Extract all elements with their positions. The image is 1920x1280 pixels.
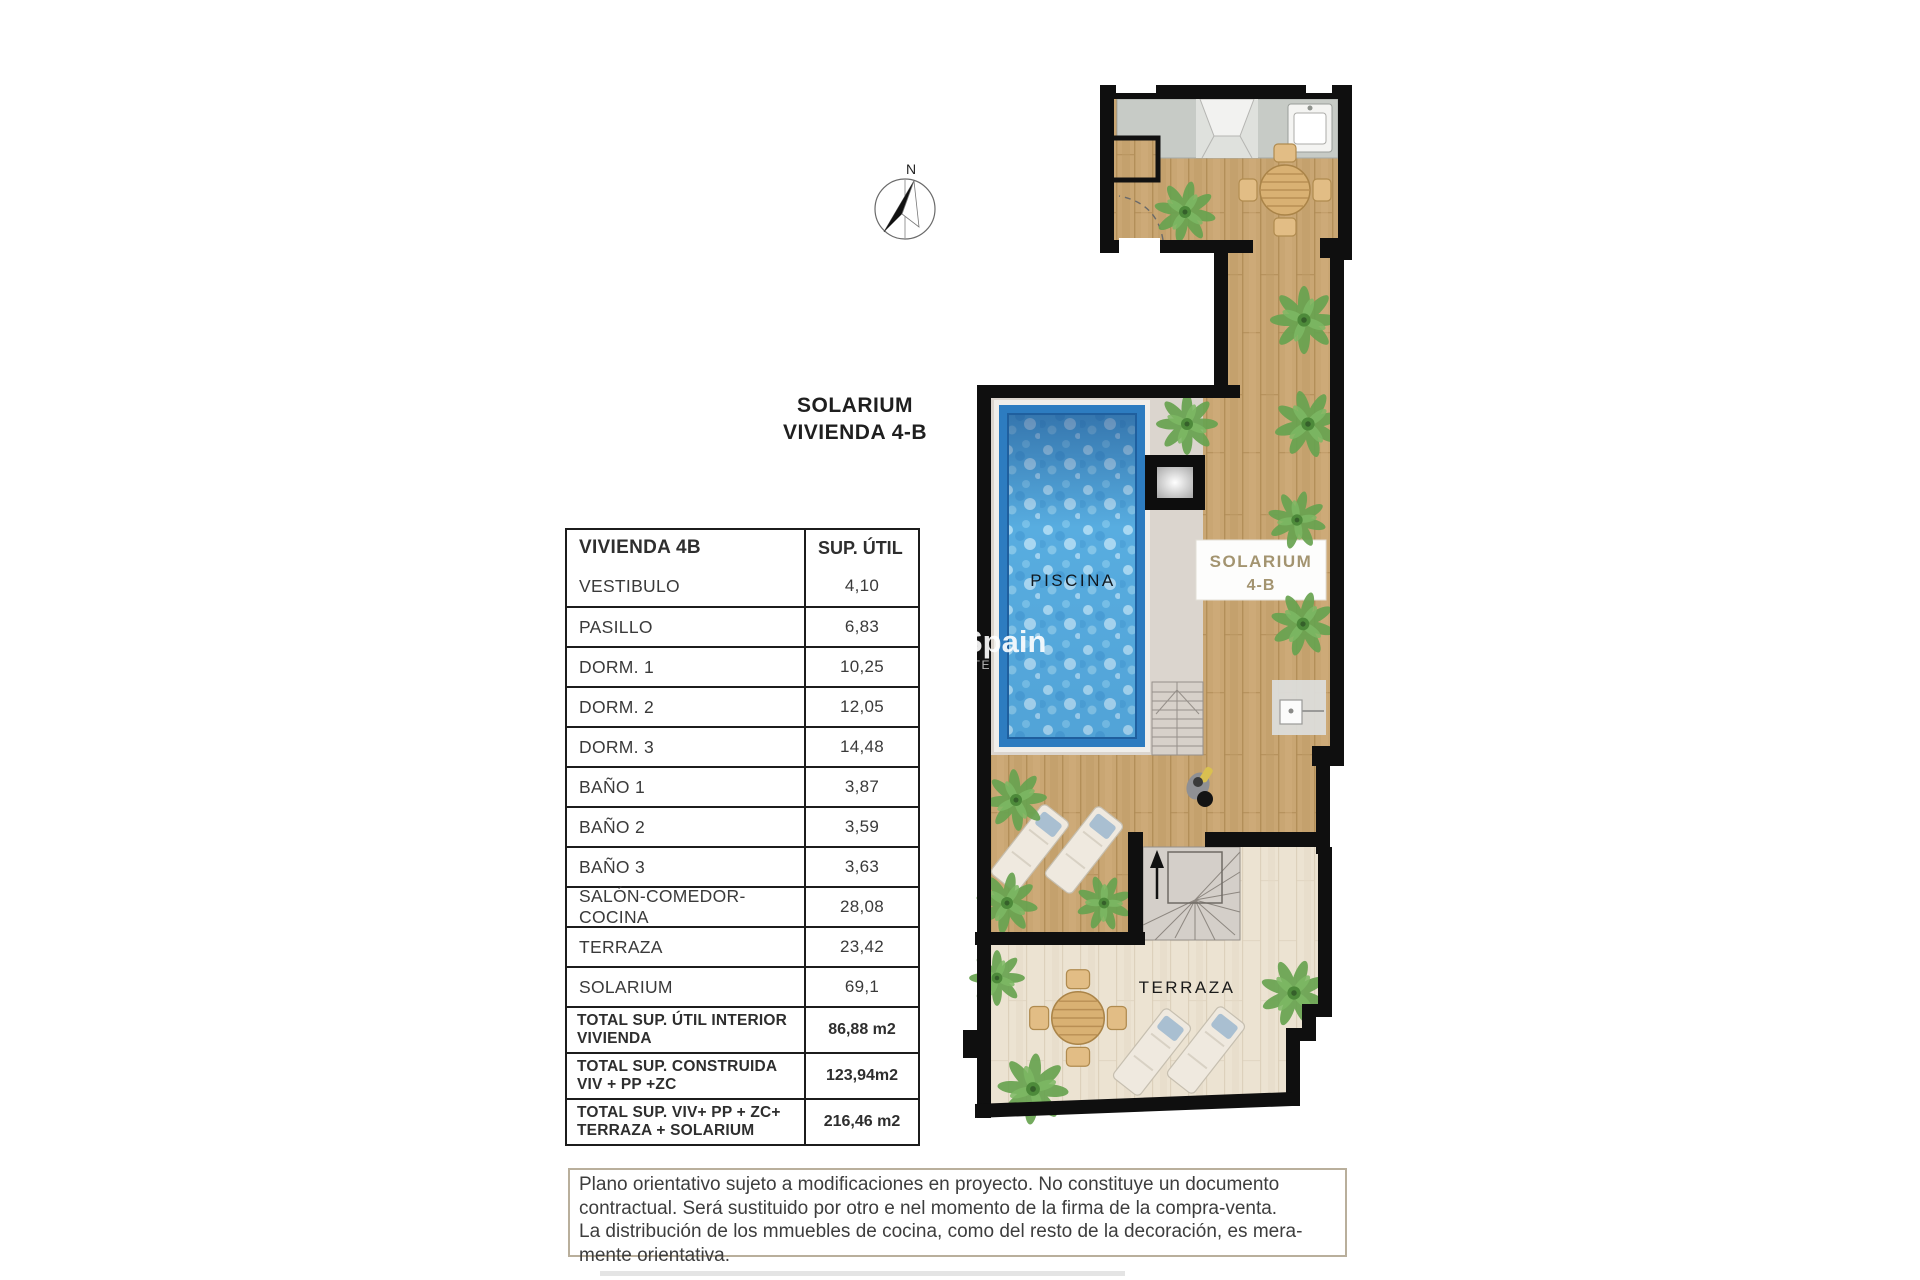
total-row [567,1052,918,1098]
solarium-label [1196,540,1326,600]
room-name: SALÓN-COMEDOR-COCINA [567,888,806,926]
room-area: 3,63 [844,857,880,876]
area-table-body [567,566,918,1144]
plant-icon [1270,286,1338,354]
room-area: 28,08 [839,897,885,916]
room-area: 12,05 [839,697,885,716]
table-row [567,966,918,1006]
watermark-line1: Spain [962,624,1047,659]
total-row [567,1098,918,1144]
page-title-line1: SOLARIUM [797,394,913,417]
door-opening [1119,238,1160,255]
table-header-value: SUP. ÚTIL [818,537,903,558]
table-row [567,646,918,686]
table-row [567,926,918,966]
room-area: 23,42 [839,937,885,956]
wall-niche [1108,138,1158,180]
room-name: DORM. 3 [567,728,806,766]
room-area: 10,25 [839,657,885,676]
stairs-straight [1152,682,1203,755]
disclaimer-line: contractual. Será sustituido por otro e nel momento de la firma de la compra-venta. [579,1197,1278,1219]
total-value: 86,88 m2 [828,1021,896,1038]
window-gap [1306,85,1332,93]
table-row [567,766,918,806]
room-name: BAÑO 2 [567,808,806,846]
disclaimer-line: mente orientativa. [579,1244,731,1266]
room-name: DORM. 1 [567,648,806,686]
area-table [565,528,920,1146]
total-value: 123,94m2 [825,1067,899,1084]
jacuzzi [1145,455,1205,510]
table-row [567,806,918,846]
room-area: 14,48 [839,737,885,756]
table-header [567,530,918,566]
terrace-label: TERRAZA [1138,978,1236,997]
total-name: TOTAL SUP. VIV+ PP + ZC+ TERRAZA + SOLARIUM [567,1100,806,1144]
stairs-winder [1143,847,1240,940]
watermark-line2: ATE [964,658,991,672]
table-row [567,726,918,766]
room-name: BAÑO 3 [567,848,806,886]
room-area: 3,87 [844,777,880,796]
disclaimer-line: La distribución de los mmuebles de cocina, como del resto de la decoración, es mera- [579,1221,1303,1242]
compass-icon [875,161,935,239]
north-label: N [905,161,917,177]
table-row [567,846,918,886]
total-row [567,1006,918,1052]
table-row [567,686,918,726]
total-name: TOTAL SUP. ÚTIL INTERIOR VIVIENDA [567,1008,806,1052]
disclaimer-line: Plano orientativo sujeto a modificaciones en proyecto. No constituye un documento [579,1174,1280,1195]
footer-divider [600,1271,1125,1276]
outdoor-shower-icon [1272,680,1326,735]
pool-label: PISCINA [1030,571,1116,590]
room-name: DORM. 2 [567,688,806,726]
table-header-name: VIVIENDA 4B [567,530,806,566]
solarium-label-line1: SOLARIUM [1209,552,1313,571]
plant-icon [1156,393,1218,455]
room-area: 3,59 [844,817,880,836]
floor-plan [860,60,1400,1180]
disclaimer [568,1168,1347,1266]
room-name: VESTIBULO [567,566,806,606]
table-row [567,886,918,926]
room-name: TERRAZA [567,928,806,966]
page-title-line2: VIVIENDA 4-B [782,421,928,444]
total-value: 216,46 m2 [823,1113,901,1130]
table-row [567,566,918,606]
room-name: BAÑO 1 [567,768,806,806]
total-name: TOTAL SUP. CONSTRUIDA VIV + PP +ZC [567,1054,806,1098]
room-name: PASILLO [567,608,806,646]
room-name: SOLARIUM [567,968,806,1006]
room-area: 69,1 [844,977,880,996]
solarium-label-line2: 4-B [1246,577,1276,594]
room-area: 6,83 [844,617,880,636]
table-row [567,606,918,646]
room-area: 4,10 [844,576,880,595]
window-gap [1116,85,1156,93]
